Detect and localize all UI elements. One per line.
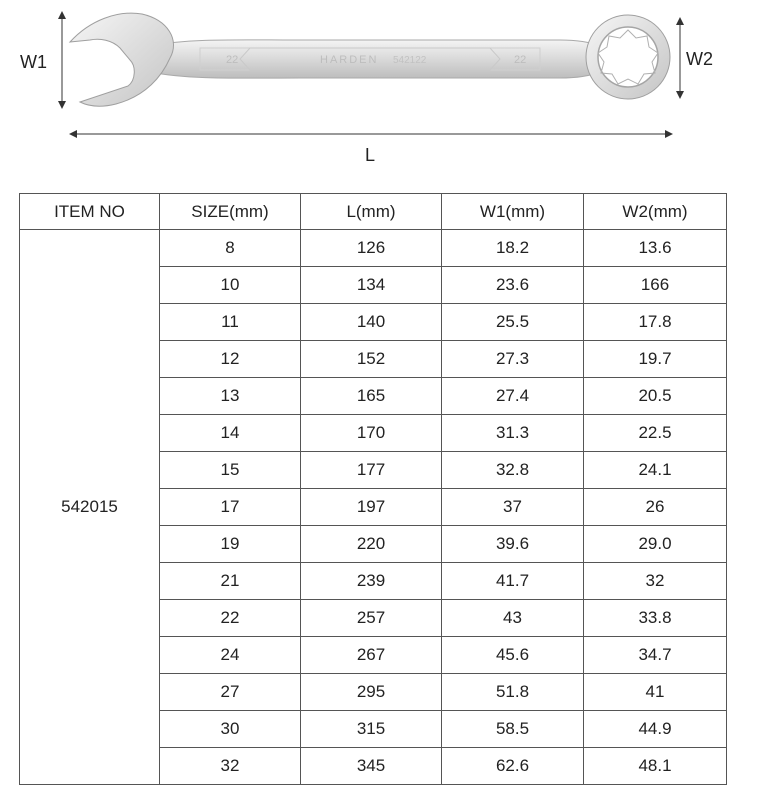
cell-length: 165: [301, 378, 442, 415]
cell-length: 239: [301, 563, 442, 600]
cell-w2: 13.6: [584, 230, 727, 267]
header-item-no: ITEM NO: [20, 194, 160, 230]
cell-size: 24: [160, 637, 301, 674]
cell-size: 11: [160, 304, 301, 341]
cell-length: 295: [301, 674, 442, 711]
table-body: [20, 230, 727, 785]
cell-w1: 58.5: [442, 711, 584, 748]
cell-w1: 18.2: [442, 230, 584, 267]
cell-w1: 43: [442, 600, 584, 637]
cell-length: 220: [301, 526, 442, 563]
cell-size: 17: [160, 489, 301, 526]
cell-w2: 48.1: [584, 748, 727, 785]
spec-table: [19, 193, 727, 785]
engraving-brand: HARDEN: [320, 54, 379, 66]
open-end-head: [70, 13, 174, 106]
w2-label: W2: [686, 49, 713, 69]
cell-w1: 32.8: [442, 452, 584, 489]
cell-w2: 32: [584, 563, 727, 600]
cell-w1: 27.4: [442, 378, 584, 415]
cell-w2: 26: [584, 489, 727, 526]
cell-w1: 23.6: [442, 267, 584, 304]
cell-size: 8: [160, 230, 301, 267]
cell-length: 152: [301, 341, 442, 378]
cell-w2: 24.1: [584, 452, 727, 489]
cell-size: 30: [160, 711, 301, 748]
cell-w1: 41.7: [442, 563, 584, 600]
cell-w2: 34.7: [584, 637, 727, 674]
l-label: L: [365, 145, 376, 165]
cell-length: 267: [301, 637, 442, 674]
cell-size: 22: [160, 600, 301, 637]
cell-size: 14: [160, 415, 301, 452]
cell-w1: 51.8: [442, 674, 584, 711]
table-header-row: [20, 194, 727, 230]
cell-size: 15: [160, 452, 301, 489]
cell-size: 10: [160, 267, 301, 304]
cell-w2: 20.5: [584, 378, 727, 415]
cell-w2: 22.5: [584, 415, 727, 452]
header-size: SIZE(mm): [160, 194, 301, 230]
cell-size: 13: [160, 378, 301, 415]
cell-w1: 37: [442, 489, 584, 526]
cell-size: 21: [160, 563, 301, 600]
header-w1: W1(mm): [442, 194, 584, 230]
engraving-size-left: 22: [226, 54, 239, 66]
cell-size: 19: [160, 526, 301, 563]
cell-size: 32: [160, 748, 301, 785]
table-row: [20, 230, 727, 267]
engraving-code: 542122: [393, 55, 427, 66]
cell-w1: 39.6: [442, 526, 584, 563]
cell-w2: 33.8: [584, 600, 727, 637]
header-w2: W2(mm): [584, 194, 727, 230]
header-length: L(mm): [301, 194, 442, 230]
engraving-size-right: 22: [514, 54, 527, 66]
cell-size: 27: [160, 674, 301, 711]
cell-w2: 44.9: [584, 711, 727, 748]
cell-length: 345: [301, 748, 442, 785]
cell-w1: 45.6: [442, 637, 584, 674]
wrench-diagram: [0, 0, 758, 180]
cell-length: 257: [301, 600, 442, 637]
cell-w2: 41: [584, 674, 727, 711]
cell-item-no: 542015: [20, 230, 160, 785]
w1-label: W1: [20, 52, 47, 72]
cell-length: 177: [301, 452, 442, 489]
cell-w1: 25.5: [442, 304, 584, 341]
cell-length: 197: [301, 489, 442, 526]
cell-length: 170: [301, 415, 442, 452]
cell-w1: 27.3: [442, 341, 584, 378]
cell-length: 315: [301, 711, 442, 748]
cell-length: 134: [301, 267, 442, 304]
cell-w1: 31.3: [442, 415, 584, 452]
cell-w2: 17.8: [584, 304, 727, 341]
cell-w2: 19.7: [584, 341, 727, 378]
box-end-head: [586, 15, 670, 99]
cell-length: 126: [301, 230, 442, 267]
combination-wrench-illustration: [0, 0, 758, 180]
cell-w2: 29.0: [584, 526, 727, 563]
cell-size: 12: [160, 341, 301, 378]
cell-w2: 166: [584, 267, 727, 304]
cell-length: 140: [301, 304, 442, 341]
cell-w1: 62.6: [442, 748, 584, 785]
